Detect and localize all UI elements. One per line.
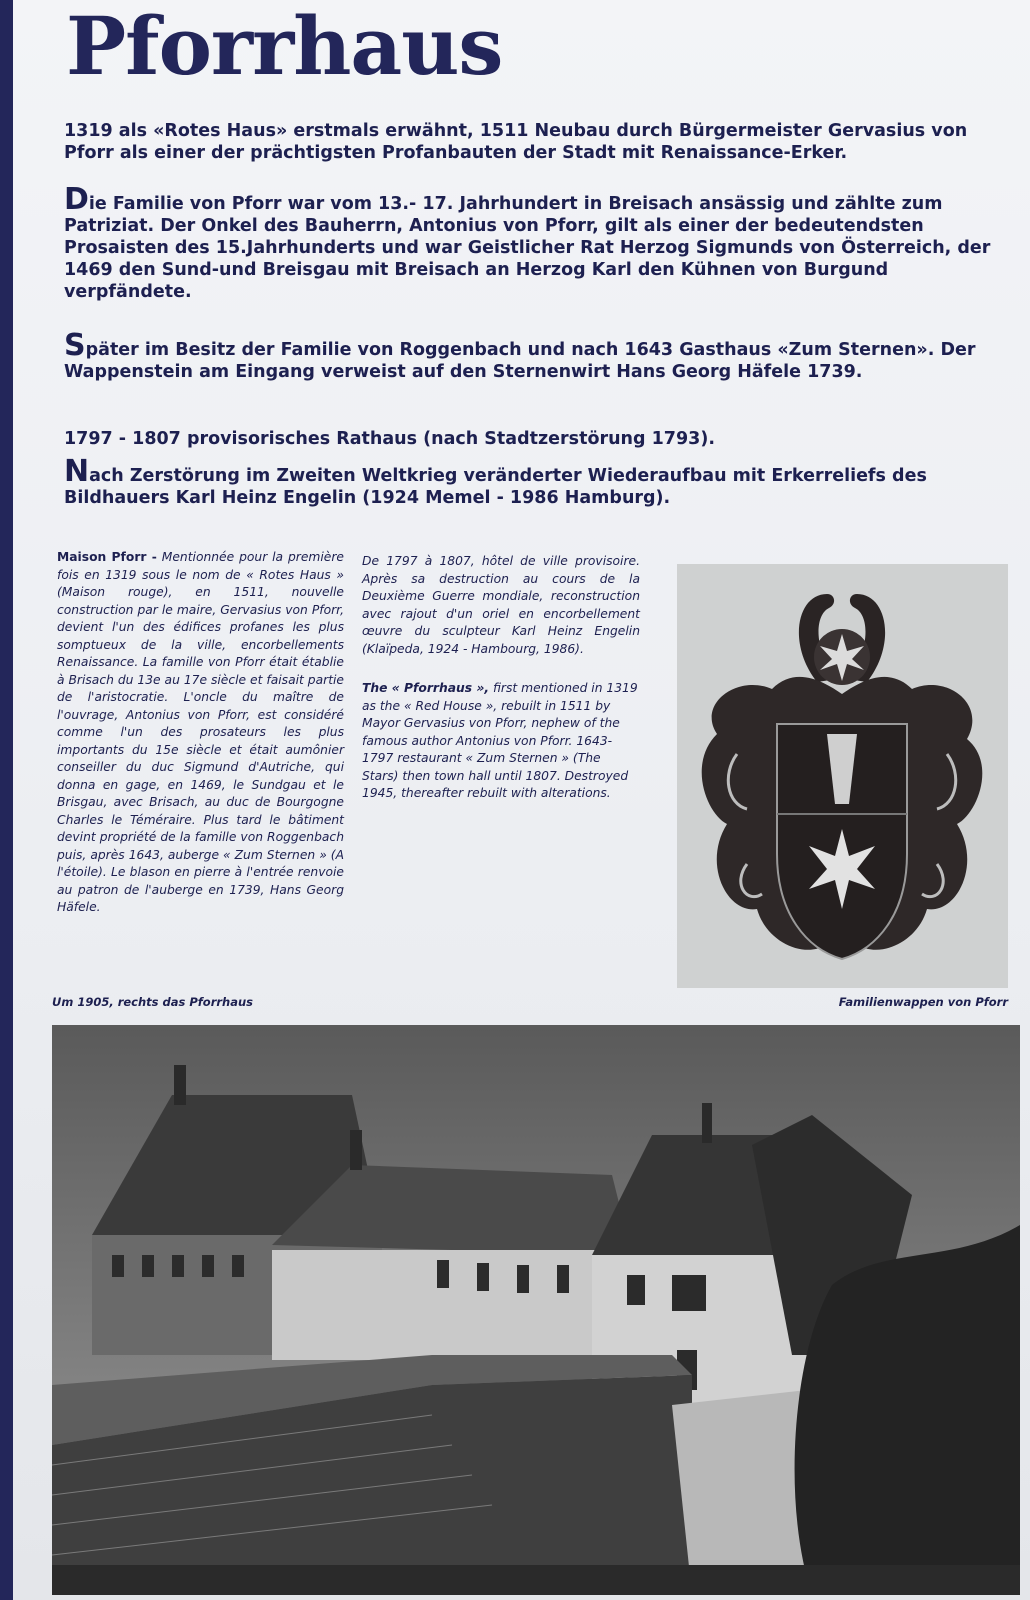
historic-photo-drawing	[52, 1025, 1020, 1595]
english-paragraph	[362, 680, 640, 803]
drop-initial-n: N	[64, 454, 90, 489]
coat-of-arms-image	[677, 564, 1008, 988]
english-text: first mentioned in 1319 as the « Red House », rebuilt in 1511 by Mayor Gervasius von Pforr, nephew of the famous author Antonius von Pforr. 1643-1797 restaurant « Zum Sternen » (The Stars) then town hall until 1807. Destroyed 1945, thereafter rebuilt with alterations.	[362, 681, 638, 800]
historic-photo-1905	[52, 1025, 1020, 1595]
german-paragraph-4: 1797 - 1807 provisorisches Rathaus (nach Stadtzerstörung 1793).	[64, 429, 715, 449]
german-paragraph-1: 1319 als «Rotes Haus» erstmals erwähnt, 1511 Neubau durch Bürgermeister Gervasius von Pforr als einer der prächtigsten Profanbauten der Stadt mit Renaissance-Erker.	[64, 121, 968, 163]
drop-initial-d: D	[64, 182, 89, 217]
french-continued-paragraph: De 1797 à 1807, hôtel de ville provisoire. Après sa destruction au cours de la Deuxième Guerre mondiale, reconstruction avec rajout d'un oriel en encorbellement œuvre du sculpteur Karl Heinz Engelin (Klaïpeda, 1924 - Hambourg, 1986).	[362, 554, 640, 656]
crest-caption: Familienwappen von Pforr	[838, 995, 1008, 1009]
drop-initial-s: S	[64, 328, 86, 363]
page-title: Pforrhaus	[66, 0, 503, 93]
french-paragraph	[57, 549, 344, 917]
french-lead: Maison Pforr -	[57, 550, 157, 564]
german-paragraph-5	[64, 454, 999, 509]
french-text: Mentionnée pour la première fois en 1319 sous le nom de « Rotes Haus » (Maison rouge), en 1511, nouvelle construction par le maire, Gervasius von Pforr, devient l'un des édifices profanes les plus somptueux de la ville, encorbellements Renaissance. La famille von Pforr était établie à Brisach du 13e au 17e siècle et faisait partie de l'aristocratie. L'oncle du maître de l'ouvrage, Antonius von Pforr, est considéré comme l'un des prosateurs les plus importants du 15e siècle et était aumônier conseiller du duc Sigmund d'Autriche, qui donna en gage, en 1469, le Sundgau et le Brisgau, avec Brisach, au duc de Bourgogne Charles le Téméraire. Plus tard le bâtiment devint propriété de la famille von Roggenbach puis, après 1643, auberge « Zum Sternen » (A l'étoile). Le blason en pierre à l'entrée renvoie au patron de l'auberge en 1739, Hans Georg Häfele.	[57, 550, 344, 914]
german-paragraph-2	[64, 182, 999, 303]
german-paragraph-3-text: päter im Besitz der Familie von Roggenbach und nach 1643 Gasthaus «Zum Sternen». Der Wappenstein am Eingang verweist auf den Sternenwirt Hans Georg Häfele 1739.	[64, 340, 976, 382]
german-paragraph-3	[64, 328, 999, 383]
english-lead: The « Pforrhaus »,	[362, 681, 490, 695]
coat-of-arms-drawing	[677, 564, 1008, 988]
photo-caption: Um 1905, rechts das Pforrhaus	[52, 995, 254, 1009]
board-edge-bar	[0, 0, 13, 1600]
german-paragraph-2-text: ie Familie von Pforr war vom 13.- 17. Jahrhundert in Breisach ansässig und zählte zum Patriziat. Der Onkel des Bauherrn, Antonius von Pforr, gilt als einer der bedeutendsten Prosaisten des 15.Jahrhunderts und war Geistlicher Rat Herzog Sigmunds von Österreich, der 1469 den Sund-und Breisgau mit Breisach an Herzog Karl den Kühnen von Burgund verpfändete.	[64, 194, 991, 302]
german-paragraph-5-text: ach Zerstörung im Zweiten Weltkrieg veränderter Wiederaufbau mit Erkerreliefs des Bildhauers Karl Heinz Engelin (1924 Memel - 1986 Hamburg).	[64, 466, 927, 508]
